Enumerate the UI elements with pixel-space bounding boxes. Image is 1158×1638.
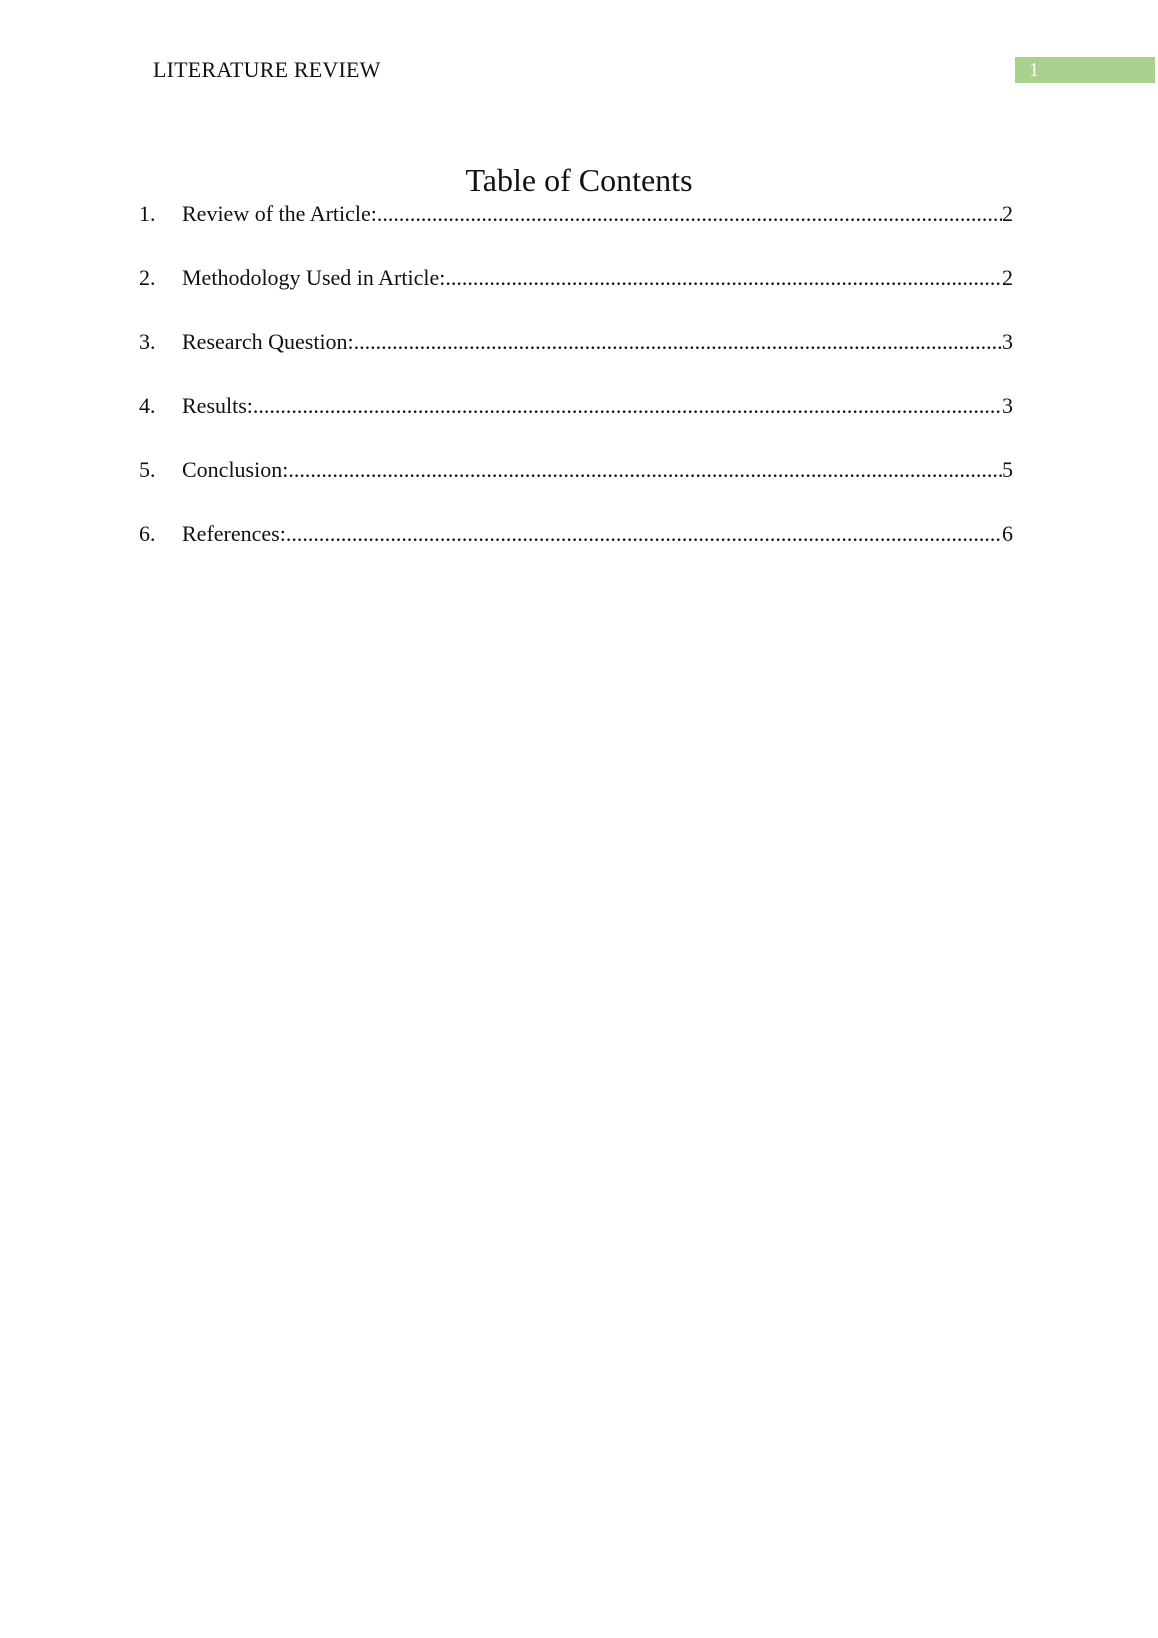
toc-entry-number: 6. bbox=[139, 521, 156, 546]
toc-entry-research-question[interactable] bbox=[139, 326, 1013, 390]
toc-dot-leader bbox=[354, 326, 1002, 358]
toc-entry-page: 3 bbox=[1002, 393, 1013, 418]
toc-entry-page: 2 bbox=[1002, 201, 1013, 226]
toc-entry-number: 3. bbox=[139, 329, 156, 354]
toc-dot-leader bbox=[377, 198, 1002, 230]
toc-entry-label[interactable]: Results: bbox=[182, 393, 253, 418]
toc-dot-leader bbox=[288, 454, 1002, 486]
toc-entry-results[interactable] bbox=[139, 390, 1013, 454]
toc-dot-leader bbox=[286, 518, 1002, 550]
toc-entry-number: 5. bbox=[139, 457, 156, 482]
toc-heading: Table of Contents bbox=[465, 162, 693, 198]
toc-entry-page: 5 bbox=[1002, 457, 1013, 482]
toc-entry-label[interactable]: Review of the Article: bbox=[182, 201, 377, 226]
toc-entry-number: 1. bbox=[139, 201, 156, 226]
toc-list bbox=[139, 198, 1013, 582]
toc-dot-leader bbox=[253, 390, 1002, 422]
running-header-title: LITERATURE REVIEW bbox=[153, 57, 381, 82]
toc-entry-page: 3 bbox=[1002, 329, 1013, 354]
page-number: 1 bbox=[1029, 59, 1039, 81]
page-number-box bbox=[1015, 57, 1155, 83]
toc-entry-page: 6 bbox=[1002, 521, 1013, 546]
toc-entry-label[interactable]: Research Question: bbox=[182, 329, 354, 354]
toc-entry-page: 2 bbox=[1002, 265, 1013, 290]
toc-entry-label[interactable]: Methodology Used in Article: bbox=[182, 265, 446, 290]
toc-entry-label[interactable]: Conclusion: bbox=[182, 457, 289, 482]
toc-entry-label[interactable]: References: bbox=[182, 521, 286, 546]
toc-entry-number: 4. bbox=[139, 393, 156, 418]
toc-dot-leader bbox=[445, 262, 1002, 294]
toc-entry-conclusion[interactable] bbox=[139, 454, 1013, 518]
toc-entry-number: 2. bbox=[139, 265, 156, 290]
toc-entry-methodology[interactable] bbox=[139, 262, 1013, 326]
toc-entry-references[interactable] bbox=[139, 518, 1013, 582]
toc-entry-review[interactable] bbox=[139, 198, 1013, 262]
